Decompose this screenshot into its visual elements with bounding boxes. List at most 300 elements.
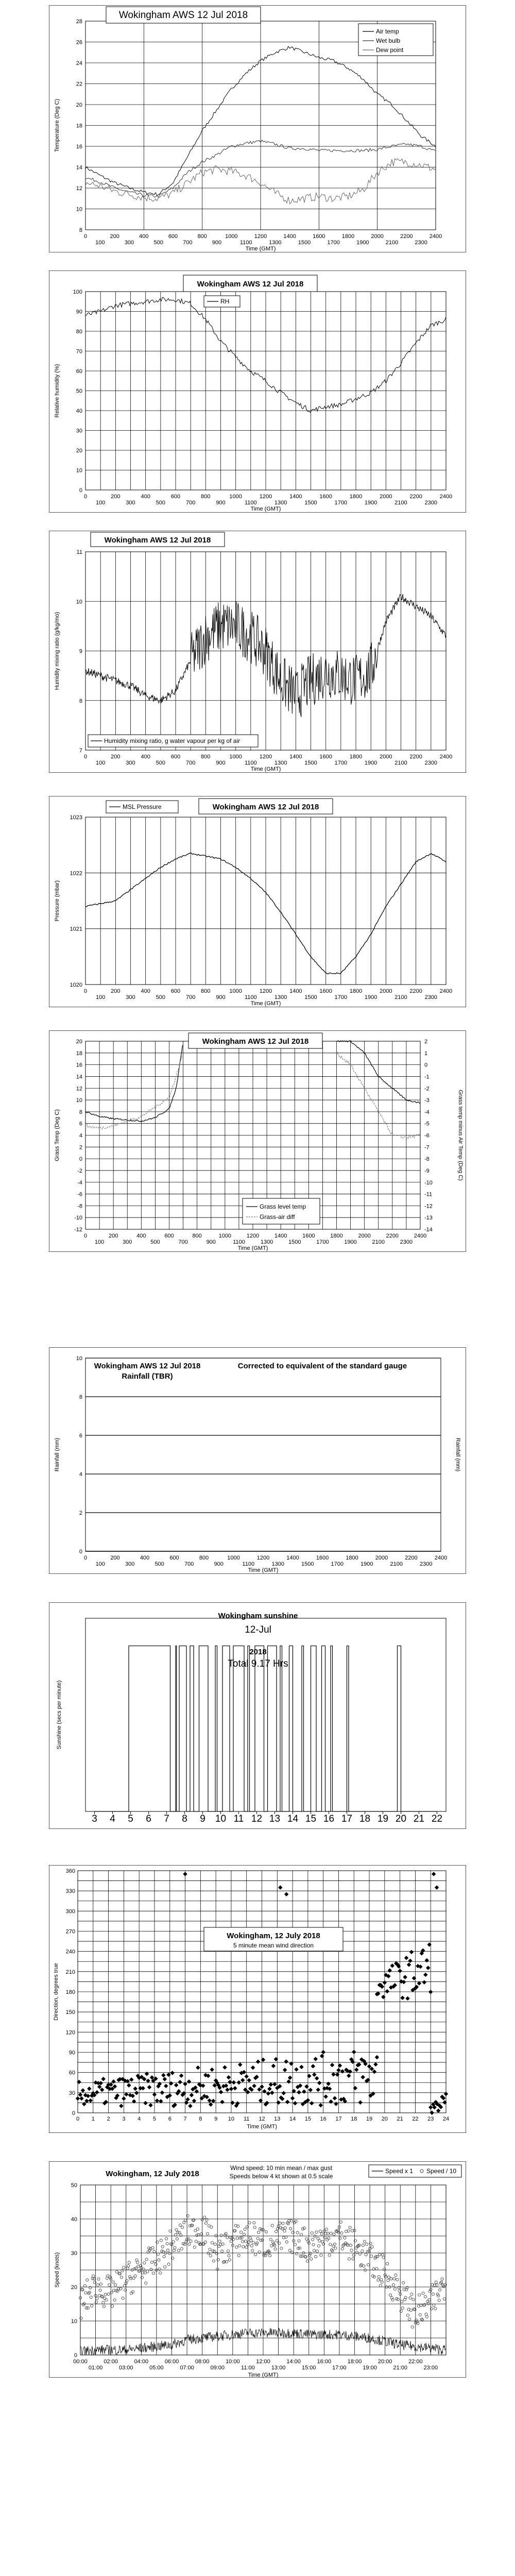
wdir-point bbox=[170, 2071, 174, 2075]
wspd-point bbox=[334, 2247, 337, 2249]
wdir-point bbox=[347, 2074, 351, 2078]
x-tick-label: 2300 bbox=[424, 760, 438, 766]
wspd-y-axis-label: Speed (knots) bbox=[54, 2252, 60, 2288]
wspd-point bbox=[228, 2255, 230, 2257]
y-tick-label: 300 bbox=[65, 1908, 75, 1915]
wspd-point bbox=[243, 2233, 245, 2235]
x-tick-label: 700 bbox=[185, 994, 196, 1001]
wspd-point bbox=[113, 2299, 116, 2301]
y2-tick-label: -6 bbox=[424, 1132, 430, 1139]
x-tick-label: 1400 bbox=[289, 754, 302, 760]
x-tick-label: 1900 bbox=[364, 760, 377, 766]
x-tick-label: 1000 bbox=[229, 754, 242, 760]
wdir-point bbox=[400, 1996, 404, 2000]
x-tick-label: 1900 bbox=[364, 994, 377, 1001]
wspd-point bbox=[314, 2235, 316, 2238]
wspd-point bbox=[248, 2222, 251, 2224]
x-tick-label: 2100 bbox=[372, 1239, 385, 1245]
wdir-point bbox=[403, 1975, 407, 1979]
wdir-point bbox=[166, 2073, 170, 2077]
wspd-point bbox=[418, 2294, 421, 2296]
x-tick-label: 1800 bbox=[346, 1555, 358, 1561]
chart-panel-6 bbox=[49, 1347, 466, 1574]
x-tick-label: 08:00 bbox=[195, 2359, 210, 2365]
wspd-point bbox=[218, 2240, 221, 2243]
x-tick-label: 13 bbox=[269, 1814, 281, 1824]
x-tick-label: 2400 bbox=[439, 754, 453, 760]
wspd-point bbox=[205, 2222, 208, 2224]
chart-panel-4 bbox=[49, 796, 466, 1007]
x-tick-label: 18 bbox=[351, 2116, 357, 2122]
wspd-point bbox=[127, 2265, 130, 2267]
wdir-point bbox=[220, 2100, 224, 2104]
wdir-point bbox=[81, 2088, 85, 2092]
x-tick-label: 2300 bbox=[400, 1239, 413, 1245]
x-tick-label: 300 bbox=[124, 240, 134, 246]
x-tick-label: 600 bbox=[168, 233, 178, 240]
y-tick-label: 100 bbox=[73, 289, 82, 295]
wdir-point bbox=[312, 2073, 316, 2077]
x-tick-label: 4 bbox=[110, 1814, 115, 1824]
x-tick-label: 1600 bbox=[319, 754, 332, 760]
wspd-point bbox=[365, 2253, 367, 2256]
wspd-point bbox=[123, 2266, 125, 2269]
wspd-point bbox=[419, 2313, 421, 2316]
wspd-point bbox=[428, 2298, 431, 2301]
y-tick-label: 1023 bbox=[70, 815, 82, 821]
y-tick-label: 40 bbox=[71, 2216, 77, 2223]
wdir-point bbox=[358, 2100, 362, 2105]
y2-tick-label: -12 bbox=[424, 1203, 433, 1210]
x-tick-label: 5 bbox=[128, 1814, 133, 1824]
x-tick-label: 6 bbox=[146, 1814, 151, 1824]
chart-svg-6 bbox=[49, 1348, 467, 1574]
wdir-point bbox=[375, 2055, 379, 2059]
x-tick-label: 2200 bbox=[400, 233, 413, 240]
wdir-point bbox=[230, 2100, 234, 2105]
wspd-point bbox=[151, 2246, 154, 2249]
y-tick-label: -4 bbox=[77, 1179, 82, 1186]
wspd-point bbox=[196, 2228, 199, 2230]
wspd-point bbox=[161, 2245, 164, 2248]
wdir-point bbox=[277, 2100, 281, 2105]
x-tick-label: 9 bbox=[200, 1814, 205, 1824]
x-tick-label: 100 bbox=[95, 1561, 105, 1567]
x-tick-label: 1400 bbox=[283, 233, 296, 240]
wspd-point bbox=[120, 2276, 123, 2279]
wdir-point bbox=[76, 2096, 80, 2100]
wspd-point bbox=[393, 2278, 396, 2280]
wspd-point bbox=[318, 2240, 321, 2242]
wdir-point bbox=[195, 2089, 199, 2093]
y-tick-label: 40 bbox=[76, 408, 82, 414]
x-tick-label: 0 bbox=[83, 1233, 88, 1239]
x-tick-label: 1200 bbox=[256, 1555, 270, 1561]
wspd-point bbox=[226, 2236, 229, 2239]
wspd-point bbox=[81, 2289, 84, 2291]
x-tick-label: 1200 bbox=[246, 1233, 260, 1239]
rain-chart-note: Corrected to equivalent of the standard gauge bbox=[237, 1362, 407, 1370]
wspd-point bbox=[237, 2254, 240, 2257]
wspd-point bbox=[328, 2254, 331, 2257]
chart-svg-8 bbox=[49, 1866, 467, 2133]
x-tick-label: 2100 bbox=[390, 1561, 403, 1567]
wdir-point bbox=[251, 2065, 255, 2070]
wdir-point bbox=[161, 2073, 165, 2077]
x-tick-label: 1900 bbox=[356, 240, 369, 246]
x-tick-label: 2400 bbox=[434, 1555, 448, 1561]
wspd-point bbox=[220, 2234, 222, 2236]
msl-x-axis-label: Time (GMT) bbox=[250, 1001, 281, 1007]
wspd-point bbox=[114, 2284, 116, 2286]
x-tick-label: 14:00 bbox=[286, 2359, 301, 2365]
x-tick-label: 15 bbox=[305, 1814, 317, 1824]
x-tick-label: 22 bbox=[431, 1814, 443, 1824]
x-tick-label: 1200 bbox=[254, 233, 267, 240]
y-tick-label: 0 bbox=[79, 1156, 82, 1163]
chart-panel-9 bbox=[49, 2161, 466, 2378]
y-tick-label: 0 bbox=[74, 2352, 77, 2359]
y-tick-label: -8 bbox=[77, 1203, 82, 1210]
wspd-point bbox=[142, 2268, 145, 2270]
wspd-chart-note: Speeds below 4 kt shown at 0.5 scale bbox=[229, 2173, 333, 2180]
wspd-point bbox=[408, 2318, 410, 2320]
wspd-point bbox=[355, 2251, 358, 2253]
x-tick-label: 1800 bbox=[330, 1233, 343, 1239]
wspd-point bbox=[207, 2252, 210, 2255]
wdir-chart-subtitle: 5 minute mean wind direction bbox=[233, 1942, 314, 1949]
x-tick-label: 2 bbox=[107, 2116, 110, 2122]
x-tick-label: 2300 bbox=[420, 1561, 433, 1567]
x-tick-label: 0 bbox=[83, 988, 88, 994]
chart-svg-2 bbox=[49, 271, 467, 513]
wspd-point bbox=[84, 2292, 87, 2294]
y-tick-label: 8 bbox=[79, 227, 82, 233]
wspd-point bbox=[420, 2318, 423, 2320]
y2-tick-label: -3 bbox=[424, 1097, 430, 1104]
wspd-point bbox=[157, 2253, 159, 2256]
wspd-point bbox=[274, 2248, 277, 2250]
msl-x-grid bbox=[85, 817, 446, 985]
x-tick-label: 1300 bbox=[274, 500, 287, 506]
wspd-point bbox=[180, 2247, 183, 2250]
wspd-point bbox=[367, 2264, 370, 2266]
wspd-point bbox=[150, 2268, 152, 2271]
x-tick-label: 2000 bbox=[380, 988, 392, 994]
x-tick-label: 16 bbox=[320, 2116, 327, 2122]
wspd-point bbox=[350, 2244, 352, 2247]
x-tick-label: 2300 bbox=[415, 240, 427, 246]
wdir-point bbox=[188, 2104, 192, 2108]
wspd-point bbox=[375, 2267, 378, 2270]
wspd-point bbox=[328, 2237, 330, 2240]
x-tick-label: 2000 bbox=[380, 754, 392, 760]
wdir-point bbox=[310, 2101, 314, 2105]
y-tick-label: 16 bbox=[76, 1062, 82, 1069]
grass-y-axis-label: Grass Temp (Deg C) bbox=[54, 1109, 60, 1161]
x-tick-label: 8 bbox=[182, 1814, 187, 1824]
grass-legend-1: Grass level temp bbox=[260, 1203, 306, 1210]
x-tick-label: 900 bbox=[216, 760, 226, 766]
x-tick-label: 19 bbox=[377, 1814, 389, 1824]
wspd-point bbox=[209, 2248, 211, 2250]
wspd-point bbox=[344, 2236, 346, 2239]
x-tick-label: 400 bbox=[140, 1555, 150, 1561]
wspd-point bbox=[377, 2279, 380, 2281]
temp-y-axis-label: Temperature (Deg C) bbox=[54, 98, 60, 152]
x-tick-label: 2100 bbox=[394, 500, 407, 506]
wspd-point bbox=[210, 2226, 213, 2228]
wspd-point bbox=[284, 2227, 286, 2229]
wspd-point bbox=[296, 2231, 299, 2234]
x-tick-label: 04:00 bbox=[134, 2359, 149, 2365]
wspd-point bbox=[104, 2297, 106, 2299]
x-tick-label: 900 bbox=[206, 1239, 216, 1245]
x-tick-label: 16 bbox=[323, 1814, 335, 1824]
x-tick-label: 1700 bbox=[334, 760, 348, 766]
wspd-point bbox=[159, 2272, 162, 2274]
x-tick-label: 1700 bbox=[327, 240, 340, 246]
wdir-point bbox=[269, 2082, 273, 2087]
x-tick-label: 500 bbox=[154, 1561, 164, 1567]
y-tick-label: 10 bbox=[76, 1355, 82, 1362]
wspd-point bbox=[432, 2293, 434, 2295]
wspd-point bbox=[204, 2241, 207, 2243]
wspd-point bbox=[329, 2243, 332, 2246]
y-tick-label: 11 bbox=[76, 549, 82, 555]
wspd-point bbox=[258, 2231, 260, 2234]
wdir-point bbox=[317, 2081, 321, 2085]
sun-chart-date: 12-Jul bbox=[245, 1624, 271, 1635]
x-tick-label: 600 bbox=[170, 754, 181, 760]
x-tick-label: 1600 bbox=[316, 1555, 329, 1561]
wdir-point bbox=[318, 2103, 322, 2107]
wspd-point bbox=[438, 2299, 440, 2301]
wspd-point bbox=[362, 2244, 364, 2247]
x-tick-label: 200 bbox=[108, 1233, 118, 1239]
y-tick-label: 1021 bbox=[70, 926, 82, 933]
wdir-point bbox=[381, 1995, 385, 1999]
x-tick-label: 1900 bbox=[344, 1239, 357, 1245]
x-tick-label: 1400 bbox=[286, 1555, 299, 1561]
wspd-point bbox=[165, 2238, 168, 2240]
wdir-point bbox=[436, 2109, 440, 2113]
wspd-point bbox=[326, 2239, 329, 2241]
wspd-legend-2: Speed / 10 bbox=[426, 2167, 457, 2175]
x-tick-label: 300 bbox=[126, 994, 135, 1001]
wdir-point bbox=[209, 2103, 213, 2107]
y-tick-label: 12 bbox=[76, 1086, 82, 1092]
wdir-point bbox=[444, 2092, 448, 2096]
wspd-point bbox=[174, 2246, 176, 2249]
wspd-point bbox=[422, 2292, 424, 2295]
wspd-point bbox=[145, 2258, 148, 2261]
wspd-point bbox=[409, 2297, 411, 2299]
wdir-point bbox=[187, 2079, 191, 2083]
wspd-point bbox=[425, 2313, 427, 2315]
wspd-x-axis-label: Time (GMT) bbox=[248, 2372, 279, 2378]
wspd-point bbox=[269, 2238, 272, 2241]
x-tick-label: 1100 bbox=[239, 240, 252, 246]
y-tick-label: 8 bbox=[79, 1394, 82, 1400]
y-tick-label: 22 bbox=[76, 81, 82, 88]
y-tick-label: 90 bbox=[68, 2049, 75, 2056]
y-tick-label: 60 bbox=[68, 2070, 75, 2076]
x-tick-label: 800 bbox=[197, 233, 207, 240]
x-tick-label: 1200 bbox=[259, 988, 272, 994]
wdir-point bbox=[119, 2104, 123, 2108]
y2-tick-label: -1 bbox=[424, 1074, 430, 1080]
wspd-point bbox=[211, 2242, 213, 2244]
x-tick-label: 500 bbox=[156, 994, 166, 1001]
wspd-point bbox=[150, 2261, 153, 2263]
wspd-point bbox=[235, 2246, 238, 2248]
x-tick-label: 0 bbox=[76, 2116, 80, 2122]
wspd-point bbox=[99, 2289, 101, 2292]
wspd-point bbox=[348, 2258, 351, 2260]
temp-legend-1: Air temp bbox=[376, 28, 399, 35]
wspd-point bbox=[417, 2322, 419, 2325]
wspd-point bbox=[330, 2232, 332, 2234]
x-tick-label: 09:00 bbox=[210, 2365, 225, 2371]
wspd-point bbox=[370, 2255, 372, 2258]
x-tick-label: 7 bbox=[164, 1814, 169, 1824]
wspd-point bbox=[167, 2263, 170, 2265]
wspd-point bbox=[306, 2260, 308, 2262]
wdir-point bbox=[98, 2081, 102, 2085]
wdir-point bbox=[244, 2074, 248, 2078]
x-tick-label: 1500 bbox=[298, 240, 311, 246]
wdir-point bbox=[323, 2094, 328, 2098]
x-tick-label: 1000 bbox=[218, 1233, 232, 1239]
x-tick-label: 1100 bbox=[245, 760, 257, 766]
wspd-point bbox=[316, 2250, 318, 2252]
wdir-point bbox=[340, 2069, 345, 2073]
y-tick-label: 80 bbox=[76, 329, 82, 335]
wdir-point bbox=[285, 2100, 289, 2104]
wspd-point bbox=[312, 2238, 314, 2241]
x-tick-label: 100 bbox=[95, 994, 106, 1001]
msl-chart-title: Wokingham AWS 12 Jul 2018 bbox=[212, 803, 319, 811]
msl-y-axis-label: Pressure (mbar) bbox=[54, 880, 60, 922]
x-tick-label: 0 bbox=[83, 494, 88, 500]
wspd-point bbox=[148, 2249, 151, 2252]
x-tick-label: 700 bbox=[185, 760, 196, 766]
x-tick-label: 2200 bbox=[409, 988, 422, 994]
wdir-point bbox=[271, 2064, 276, 2068]
x-tick-label: 24 bbox=[442, 2116, 450, 2122]
wspd-point bbox=[333, 2243, 336, 2245]
wspd-point bbox=[291, 2251, 294, 2253]
x-tick-label: 12:00 bbox=[256, 2359, 270, 2365]
rh-legend-1: RH bbox=[220, 298, 230, 305]
wspd-point bbox=[279, 2222, 281, 2225]
x-tick-label: 1200 bbox=[259, 494, 272, 500]
x-tick-label: 18 bbox=[359, 1814, 371, 1824]
y2-tick-label: 0 bbox=[424, 1062, 428, 1069]
wspd-point bbox=[175, 2228, 178, 2231]
wdir-point bbox=[304, 2084, 308, 2089]
x-tick-label: 1000 bbox=[225, 233, 238, 240]
x-tick-label: 05:00 bbox=[149, 2365, 164, 2371]
wdir-point bbox=[308, 2088, 313, 2092]
x-tick-label: 16:00 bbox=[317, 2359, 332, 2365]
x-tick-label: 1500 bbox=[301, 1561, 314, 1567]
x-tick-label: 23 bbox=[427, 2116, 434, 2122]
wdir-point bbox=[314, 2057, 318, 2061]
wspd-point bbox=[178, 2231, 181, 2234]
wspd-point bbox=[441, 2278, 443, 2280]
wspd-point bbox=[371, 2246, 373, 2248]
y-tick-label: 30 bbox=[76, 428, 82, 434]
rh-y-axis-label: Relative humidity (%) bbox=[54, 364, 60, 418]
x-tick-label: 400 bbox=[139, 233, 149, 240]
x-tick-label: 02:00 bbox=[104, 2359, 118, 2365]
wspd-chart-subtitle: Wind speed: 10 min mean / max gust bbox=[230, 2164, 333, 2172]
wdir-point bbox=[422, 1980, 426, 1984]
wspd-point bbox=[90, 2296, 92, 2298]
wdir-point bbox=[267, 2087, 271, 2091]
wspd-point bbox=[107, 2293, 110, 2295]
wspd-point bbox=[294, 2243, 297, 2246]
wspd-point bbox=[352, 2258, 354, 2260]
wdir-point bbox=[237, 2080, 241, 2084]
wspd-point bbox=[111, 2305, 114, 2308]
wspd-point bbox=[363, 2265, 365, 2267]
x-tick-label: 1000 bbox=[229, 988, 242, 994]
wspd-point bbox=[153, 2250, 156, 2253]
y2-tick-label: -14 bbox=[424, 1227, 433, 1233]
wdir-point bbox=[97, 2084, 101, 2089]
y-tick-label: 0 bbox=[79, 487, 82, 494]
wdir-point bbox=[259, 2098, 263, 2103]
wspd-point bbox=[96, 2297, 98, 2300]
x-tick-label: 01:00 bbox=[88, 2365, 103, 2371]
y-tick-label: 4 bbox=[79, 1471, 82, 1478]
wspd-point bbox=[166, 2242, 168, 2245]
chart-svg-3 bbox=[49, 531, 467, 773]
hmr-legend-1: Humidity mixing ratio, g water vapour per kg of air bbox=[104, 737, 241, 744]
wdir-point bbox=[288, 2076, 292, 2080]
wdir-point bbox=[100, 2088, 104, 2092]
x-tick-label: 200 bbox=[111, 754, 121, 760]
wdir-point bbox=[311, 2064, 315, 2068]
x-tick-label: 2000 bbox=[358, 1233, 371, 1239]
x-tick-label: 1200 bbox=[259, 754, 272, 760]
wspd-point bbox=[203, 2216, 206, 2218]
y-tick-label: 0 bbox=[79, 1549, 82, 1555]
x-tick-label: 11:00 bbox=[241, 2365, 255, 2371]
grass-series-2a bbox=[85, 1055, 183, 1129]
wspd-point bbox=[112, 2281, 114, 2283]
wdir-point bbox=[261, 2058, 265, 2062]
wspd-point bbox=[190, 2240, 192, 2242]
x-tick-label: 2200 bbox=[405, 1555, 418, 1561]
wdir-point bbox=[183, 1872, 187, 1876]
wspd-point bbox=[389, 2294, 391, 2296]
wspd-point bbox=[265, 2231, 267, 2233]
wdir-point bbox=[412, 1976, 416, 1980]
wspd-point bbox=[193, 2246, 196, 2248]
wspd-point bbox=[379, 2284, 382, 2287]
chart-panel-7 bbox=[49, 1602, 466, 1829]
x-tick-label: 2400 bbox=[429, 233, 442, 240]
x-tick-label: 20 bbox=[395, 1814, 407, 1824]
wspd-point bbox=[86, 2279, 89, 2281]
wspd-point bbox=[439, 2289, 441, 2291]
x-tick-label: 17:00 bbox=[332, 2365, 347, 2371]
wdir-point bbox=[299, 2065, 303, 2069]
